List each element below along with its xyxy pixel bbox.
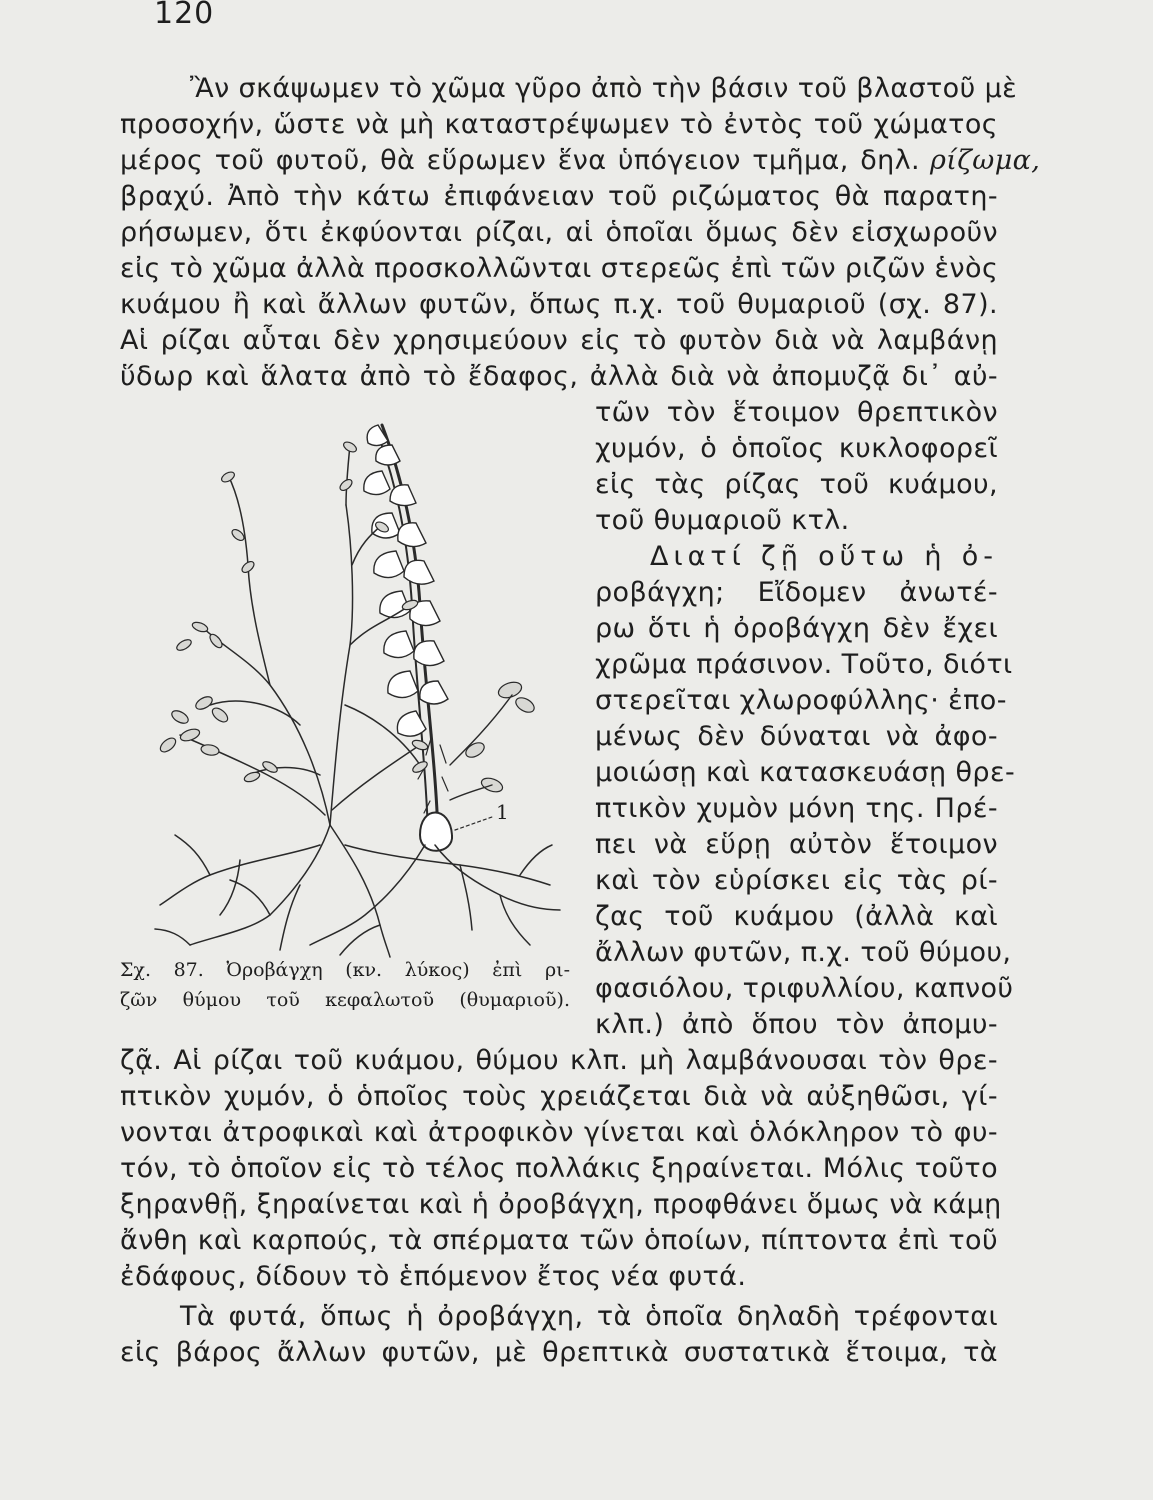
text-line: πτικὸν χυμόν, ὁ ὁποῖος τοὺς χρειάζεται διὰ νὰ αὐξηθῶσι, γί- [120,1081,998,1112]
text-line: βραχύ. Ἀπὸ τὴν κάτω ἐπιφάνειαν τοῦ ριζώματος θὰ παρατη- [120,181,998,212]
figure-caption: Σχ. 87. Ὀροβάγχη (κν. λύκος) ἐπὶ ρι- [120,959,570,981]
text-line: τοῦ θυμαριοῦ κτλ. [595,505,850,536]
text-line: φασιόλου, τριφυλλίου, καπνοῦ [595,973,1014,1004]
text-line: καὶ τὸν εὑρίσκει εἰς τὰς ρί- [595,865,998,896]
question-heading: Διατί ζῇ οὕτω ἡ ὀ- [650,541,998,572]
broomrape-spike [364,425,448,835]
text-line: κυάμου ἢ καὶ ἄλλων φυτῶν, ὅπως π.χ. τοῦ θυμαριοῦ (σχ. 87). [120,289,998,320]
text-line: πτικὸν χυμὸν μόνη της. Πρέ- [595,793,998,824]
text-line: χυμόν, ὁ ὁποῖος κυκλοφορεῖ [595,433,998,464]
italic-term: ρίζωμα, [930,145,1041,176]
text-line: εἰς τὰς ρίζας τοῦ κυάμου, [595,469,998,500]
plant-illustration [120,405,580,960]
text-line: Ἂν σκάψωμεν τὸ χῶμα γῦρο ἀπὸ τὴν βάσιν τοῦ βλαστοῦ μὲ [190,73,1018,104]
text-line: εἰς βάρος ἄλλων φυτῶν, μὲ θρεπτικὰ συστατικὰ ἕτοιμα, τὰ [120,1337,998,1368]
text-line: ἄνθη καὶ καρπούς, τὰ σπέρματα τῶν ὁποίων, πίπτοντα ἐπὶ τοῦ [120,1225,998,1256]
text-line: ρω ὅτι ἡ ὀροβάγχη δὲν ἔχει [595,613,998,644]
page-number: 120 [154,0,215,31]
text-line: κλπ.) ἀπὸ ὅπου τὸν ἀπομυ- [595,1009,998,1040]
figure-caption: ζῶν θύμου τοῦ κεφαλωτοῦ (θυμαριοῦ). [120,989,570,1011]
text-line: Τὰ φυτά, ὅπως ἡ ὀροβάγχη, τὰ ὁποῖα δηλαδὴ τρέφονται [180,1301,998,1332]
text-line: εἰς τὸ χῶμα ἀλλὰ προσκολλῶνται στερεῶς ἐπὶ τῶν ριζῶν ἑνὸς [120,253,999,284]
text-line: ρήσωμεν, ὅτι ἐκφύονται ρίζαι, αἱ ὁποῖαι ὅμως δὲν εἰσχωροῦν [120,217,998,248]
text-line: μέρος τοῦ φυτοῦ, θὰ εὕρωμεν ἕνα ὑπόγειον τμῆμα, δηλ. [120,145,920,176]
text-line: πει νὰ εὕρῃ αὐτὸν ἕτοιμον [595,829,998,860]
text-line: προσοχήν, ὥστε νὰ μὴ καταστρέψωμεν τὸ ἐντὸς τοῦ χώματος [120,109,998,140]
text-line: ροβάγχη; Εἴδομεν ἀνωτέ- [595,577,998,608]
text-line: ζᾷ. Αἱ ρίζαι τοῦ κυάμου, θύμου κλπ. μὴ λαμβάνουσαι τὸν θρε- [120,1045,998,1076]
text-line: ὕδωρ καὶ ἅλατα ἀπὸ τὸ ἔδαφος, ἀλλὰ διὰ νὰ ἀπομυζᾷ δι᾽ αὐ- [120,361,998,392]
text-line: ἐδάφους, δίδουν τὸ ἑπόμενον ἔτος νέα φυτά. [120,1261,747,1292]
text-line: μένως δὲν δύναται νὰ ἀφο- [595,721,998,752]
text-line: χρῶμα πράσινον. Τοῦτο, διότι [595,649,1013,680]
roots [155,825,560,957]
text-line: νονται ἀτροφικαὶ καὶ ἀτροφικὸν γίνεται καὶ ὁλόκληρον τὸ φυ- [120,1117,998,1148]
figure-label: 1 [496,800,509,824]
text-line: στερεῖται χλωροφύλλης· ἐπο- [595,685,1007,716]
text-line: μοιώσῃ καὶ κατασκευάσῃ θρε- [595,757,1016,788]
text-line: Αἱ ρίζαι αὗται δὲν χρησιμεύουν εἰς τὸ φυτὸν διὰ νὰ λαμβάνῃ [120,325,998,356]
thyme-leaves [158,440,537,794]
text-line: ζας τοῦ κυάμου (ἀλλὰ καὶ [595,901,998,932]
text-line: ἄλλων φυτῶν, π.χ. τοῦ θύμου, [595,937,1012,968]
text-line: τόν, τὸ ὁποῖον εἰς τὸ τέλος πολλάκις ξηραίνεται. Μόλις τοῦτο [120,1153,998,1184]
text-line: ξηρανθῇ, ξηραίνεται καὶ ἡ ὀροβάγχη, προφθάνει ὅμως νὰ κάμῃ [120,1189,1002,1220]
text-line: τῶν τὸν ἕτοιμον θρεπτικὸν [595,397,998,428]
